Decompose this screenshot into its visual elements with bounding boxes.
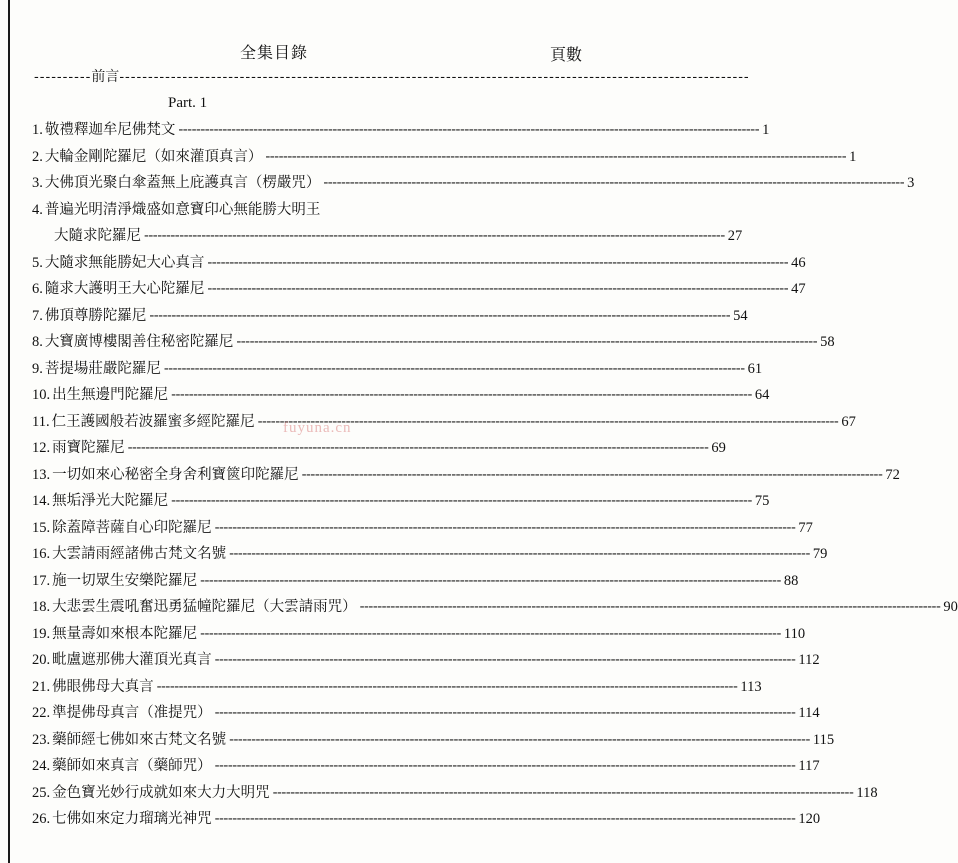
toc-entry-leader (207, 255, 788, 271)
toc-entry[interactable] (32, 251, 806, 278)
preface-line[interactable] (34, 66, 750, 86)
toc-entry-title: 普遍光明清淨熾盛如意寶印心無能勝大明王 (44, 201, 321, 218)
toc-entry-leader (215, 652, 796, 668)
page-edge-border (8, 0, 10, 863)
toc-entry-number: 15. (32, 519, 51, 536)
toc-entry-title: 施一切眾生安樂陀羅尼 (52, 572, 198, 589)
toc-entry-title: 金色寶光妙行成就如來大力大明咒 (52, 784, 270, 801)
toc-entry-page: 72 (885, 466, 900, 483)
toc-entry-number: 22. (32, 705, 51, 721)
toc-entry[interactable] (32, 728, 835, 755)
toc-entry-leader (215, 520, 796, 536)
toc-entry-leader (215, 811, 796, 827)
toc-entry-leader (229, 546, 810, 562)
toc-entry-title: 大輪金剛陀羅尼（如來灌頂真言） (44, 148, 263, 165)
toc-entry-number: 13. (32, 466, 51, 483)
toc-entry-leader (258, 414, 839, 430)
preface-label: 前言 (91, 69, 120, 85)
toc-entry-number: 17. (32, 572, 51, 589)
toc-entry-number: 8. (32, 334, 43, 350)
toc-entry-page: 117 (798, 758, 820, 774)
toc-entry-title: 除蓋障菩薩自心印陀羅尼 (52, 519, 212, 536)
toc-entry-title: 毗盧遮那佛大灌頂光真言 (52, 652, 212, 668)
toc-entry-title: 藥師經七佛如來古梵文名號 (52, 731, 227, 748)
toc-entry-number: 7. (32, 307, 43, 324)
toc-entry-title: 大雲請雨經諸佛古梵文名號 (52, 546, 227, 562)
toc-entry[interactable] (32, 622, 806, 649)
toc-entry-leader (128, 440, 709, 456)
toc-entry[interactable] (32, 542, 828, 569)
toc-entry-title: 大寶廣博樓閣善住秘密陀羅尼 (44, 334, 234, 350)
toc-entry[interactable] (32, 357, 763, 384)
toc-entry[interactable] (32, 463, 900, 490)
toc-entry[interactable] (32, 383, 770, 410)
toc-entry-number: 20. (32, 652, 51, 668)
toc-entry-number: 1. (32, 122, 43, 138)
toc-entry[interactable] (32, 224, 743, 251)
toc-entry-leader (215, 705, 796, 721)
preface-leader-right: -------------------------------------------------------------------------------------------------------------- (119, 69, 750, 85)
toc-entry[interactable] (32, 701, 820, 728)
toc-entry[interactable] (32, 807, 821, 834)
toc-entry-number: 6. (32, 281, 43, 297)
toc-entry-number: 24. (32, 758, 51, 774)
toc-entry-page: 88 (783, 572, 799, 589)
toc-entry-leader (200, 626, 781, 642)
toc-entry[interactable] (32, 754, 820, 781)
toc-entry-leader (273, 785, 854, 801)
toc-entry[interactable] (32, 277, 806, 304)
toc-entry-title: 無量壽如來根本陀羅尼 (52, 625, 198, 642)
toc-entry-leader (171, 493, 752, 509)
toc-entry-page: 113 (740, 678, 762, 695)
toc-entry[interactable] (32, 648, 820, 675)
toc-entry[interactable] (32, 436, 726, 463)
toc-entry-leader (157, 679, 738, 695)
toc-entry-number: 4. (32, 201, 43, 218)
toc-entry[interactable] (32, 304, 748, 331)
toc-entry[interactable] (32, 489, 770, 516)
toc-entry-title: 出生無邊門陀羅尼 (52, 387, 169, 403)
part-heading: Part. 1 (168, 95, 208, 111)
toc-entry-leader (229, 732, 810, 748)
toc-entry-leader (200, 573, 781, 589)
toc-entry-leader (236, 334, 817, 350)
toc-entry[interactable] (32, 569, 799, 596)
toc-entry[interactable] (32, 781, 878, 808)
toc-entry-title: 大悲雲生震吼奮迅勇猛幢陀羅尼（大雲請雨咒） (52, 599, 357, 615)
toc-entry-title: 無垢淨光大陀羅尼 (52, 493, 169, 509)
toc-entry-title: 敬禮釋迦牟尼佛梵文 (44, 122, 176, 138)
toc-entry[interactable] (32, 198, 588, 225)
toc-entry-title: 隨求大護明王大心陀羅尼 (44, 281, 205, 297)
page-column-label: 頁數 (550, 45, 583, 64)
toc-entry-page: 64 (754, 387, 770, 403)
toc-entry-number: 2. (32, 148, 43, 165)
toc-entry[interactable] (32, 675, 762, 702)
toc-entry-leader (207, 281, 788, 297)
toc-entry-page: 27 (727, 228, 743, 244)
toc-entry-page: 1 (849, 148, 857, 165)
toc-entry-leader (164, 361, 745, 377)
toc-entry-page: 79 (812, 546, 828, 562)
toc-entry-number: 23. (32, 731, 51, 748)
toc-entry[interactable] (32, 516, 813, 543)
toc-entry-page: 47 (791, 281, 806, 297)
toc-entry-leader (323, 175, 904, 191)
toc-entry-page: 115 (812, 731, 835, 748)
toc-entry-number: 12. (32, 440, 51, 456)
toc-entry-number: 5. (32, 254, 43, 271)
toc-entry[interactable] (32, 595, 958, 622)
toc-entry-title: 藥師如來真言（藥師咒） (52, 758, 212, 774)
toc-entry-title: 準提佛母真言（准提咒） (52, 705, 212, 721)
toc-entry-leader (215, 758, 796, 774)
toc-entry-number: 3. (32, 175, 43, 191)
toc-entry-number: 19. (32, 625, 51, 642)
toc-entry-page: 69 (711, 440, 726, 456)
toc-entry-page: 120 (798, 811, 821, 827)
toc-entry-title: 一切如來心秘密全身舍利寶篋印陀羅尼 (52, 466, 299, 483)
toc-entry-page: 118 (856, 784, 878, 801)
toc-entry-title: 仁王護國般若波羅蜜多經陀羅尼 (51, 413, 255, 430)
watermark: fuyuna.cn (283, 420, 352, 436)
preface-leader-left: ---------- (34, 69, 92, 85)
toc-entry-page: 61 (747, 360, 763, 377)
toc-entry[interactable] (32, 118, 770, 145)
toc-entry-number: 10. (32, 387, 51, 403)
toc-entry-leader (302, 467, 883, 483)
toc-entry-page: 112 (798, 652, 820, 668)
toc-entry-page: 75 (754, 493, 770, 509)
toc-entry[interactable] (32, 171, 915, 198)
toc-entry-page: 3 (907, 175, 915, 191)
toc-entry-title: 七佛如來定力瑠璃光神咒 (52, 811, 212, 827)
toc-entry-page: 54 (733, 307, 748, 324)
toc-entry-page: 46 (791, 254, 806, 271)
toc-entry[interactable] (32, 145, 857, 172)
toc-list (32, 118, 958, 834)
toc-entry-page: 110 (783, 625, 806, 642)
toc-entry-leader (265, 149, 846, 165)
toc-entry-number: 9. (32, 360, 43, 377)
toc-entry-number: 14. (32, 493, 51, 509)
toc-entry-number: 25. (32, 784, 51, 801)
toc-entry-leader (171, 387, 752, 403)
toc-entry-leader (149, 308, 730, 324)
toc-entry-page: 90 (943, 599, 958, 615)
toc-entry-number: 11. (32, 413, 50, 430)
toc-entry-leader (178, 122, 759, 138)
toc-entry-title: 雨寶陀羅尼 (52, 440, 125, 456)
toc-entry[interactable] (32, 330, 835, 357)
toc-entry-title: 菩提場莊嚴陀羅尼 (44, 360, 161, 377)
toc-entry-page: 114 (798, 705, 820, 721)
toc-entry-page: 77 (798, 519, 813, 536)
toc-entry-leader (144, 228, 725, 244)
toc-entry-title: 佛頂尊勝陀羅尼 (44, 307, 147, 324)
toc-entry-title: 大隨求陀羅尼 (54, 228, 141, 244)
toc-entry-title: 佛眼佛母大真言 (52, 678, 154, 695)
toc-entry-title: 大佛頂光聚白傘蓋無上庇護真言（楞嚴咒） (44, 175, 321, 191)
toc-entry-number: 16. (32, 546, 51, 562)
toc-entry-title: 大隨求無能勝妃大心真言 (44, 254, 205, 271)
toc-entry-page: 67 (841, 413, 856, 430)
toc-entry[interactable] (32, 410, 856, 437)
toc-entry-page: 58 (820, 334, 835, 350)
toc-title: 全集目錄 (240, 43, 309, 62)
toc-entry-number: 26. (32, 811, 51, 827)
toc-entry-leader (360, 599, 941, 615)
toc-entry-number: 21. (32, 678, 51, 695)
toc-entry-number: 18. (32, 599, 51, 615)
toc-entry-page: 1 (762, 122, 770, 138)
